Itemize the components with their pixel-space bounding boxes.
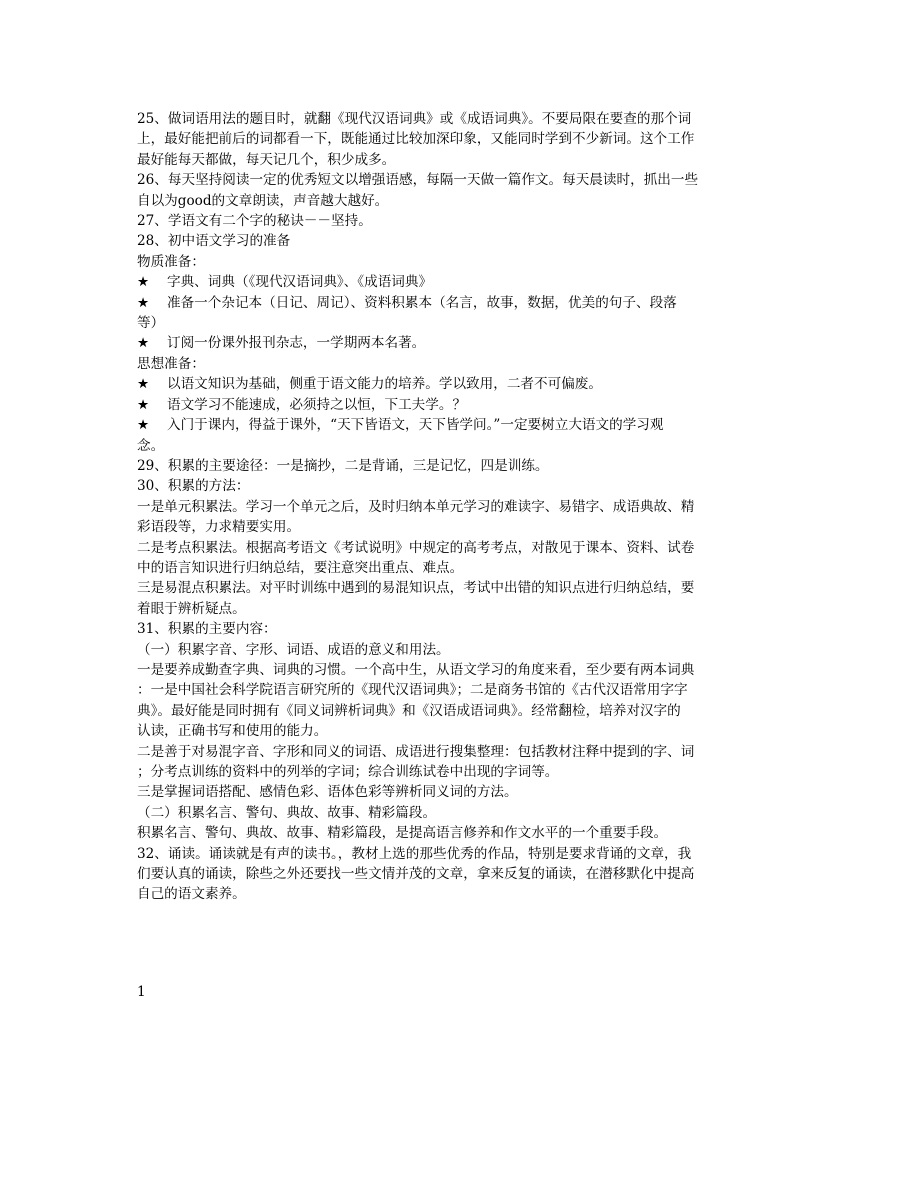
text-line: 着眼于辨析疑点。 [137, 600, 246, 617]
text-line: 25、做词语用法的题目时，就翻《现代汉语词典》或《成语词典》。不要局限在要查的那个词 [137, 111, 692, 127]
page-number: 1 [137, 984, 146, 1000]
bullet-text: 以语文知识为基础，侧重于语文能力的培养。学以致用，二者不可偏废。 [167, 376, 602, 393]
text-line: 一是要养成勤查字典、词典的习惯。一个高中生，从语文学习的角度来看，至少要有两本词典 [137, 661, 695, 678]
text-line: 认读，正确书写和使用的能力。 [137, 723, 328, 740]
document-body [137, 109, 785, 905]
bullet-line [137, 333, 785, 353]
text-line: 积累名言、警句、典故、故事、精彩篇段，是提高语言修养和作文水平的一个重要手段。 [137, 825, 668, 842]
text-line: 32、诵读。诵读就是有声的读书。，教材上选的那些优秀的作品，特别是要求背诵的文章，我 [137, 845, 692, 862]
text-line: 典》。最好能是同时拥有《同义词辨析词典》和《汉语成语词典》。经常翻检，培养对汉字的 [137, 702, 681, 719]
bullet-line [137, 415, 785, 435]
text-line: 中的语言知识进行归纳总结，要注意突出重点、难点。 [137, 559, 464, 576]
text-line: 们要认真的诵读，除些之外还要找一些文情并茂的文章，拿来反复的诵读，在潜移默化中提高 [137, 866, 695, 883]
text-line: 27、学语文有二个字的秘诀－－坚持。 [137, 213, 372, 230]
text-line: 自己的语文素养。 [137, 886, 246, 903]
star-bullet-icon: ★ [137, 376, 150, 393]
text-line: 念。 [137, 437, 165, 454]
text-line: （二）积累名言、警句、典故、故事、精彩篇段。 [137, 804, 437, 821]
text-line: 自以为good的文章朗读，声音越大越好。 [137, 192, 389, 209]
text-line: 30、积累的方法： [137, 478, 250, 495]
text-line: 二是考点积累法。根据高考语文《考试说明》中规定的高考考点，对散见于课本、资料、试卷 [137, 539, 695, 556]
bullet-line [137, 293, 785, 313]
bullet-text: 语文学习不能速成，必须持之以恒，下工夫学。？ [167, 396, 467, 413]
text-line: ：一是中国社会科学院语言研究所的《现代汉语词典》；二是商务书馆的《古代汉语常用字字 [137, 682, 688, 699]
text-line: ；分考点训练的资料中的列举的字词；综合训练试卷中出现的字词等。 [137, 764, 559, 780]
star-bullet-icon: ★ [137, 294, 150, 311]
bullet-line [137, 395, 785, 415]
bullet-line [137, 272, 785, 292]
star-bullet-icon: ★ [137, 396, 150, 413]
text-line: 最好能每天都做，每天记几个，积少成多。 [137, 151, 396, 168]
text-line: 上，最好能把前后的词都看一下，既能通过比较加深印象，又能同时学到不少新词。这个工作 [137, 131, 695, 148]
text-line: 三是易混点积累法。对平时训练中遇到的易混知识点，考试中出错的知识点进行归纳总结，要 [137, 580, 695, 597]
text-line: 物质准备： [137, 253, 205, 270]
bullet-text: 字典、词典（《现代汉语词典》、《成语词典》 [167, 274, 433, 291]
star-bullet-icon: ★ [137, 335, 150, 352]
text-line: 一是单元积累法。学习一个单元之后，及时归纳本单元学习的难读字、易错字、成语典故、精 [137, 498, 695, 515]
star-bullet-icon: ★ [137, 274, 150, 291]
text-line: 二是善于对易混字音、字形和同义的词语、成语进行搜集整理：包括教材注释中提到的字、词 [137, 743, 695, 760]
text-line: 思想准备： [137, 355, 205, 372]
text-line: 31、积累的主要内容： [137, 621, 277, 638]
text-line: （一）积累字音、字形、词语、成语的意义和用法。 [137, 641, 450, 658]
text-line: 等） [137, 315, 165, 332]
bullet-text: 入门于课内，得益于课外，“天下皆语文，天下皆学问。”一定要树立大语文的学习观 [167, 417, 664, 434]
text-line: 三是掌握词语搭配、感情色彩、语体色彩等辨析同义词的方法。 [137, 784, 518, 801]
text-line: 28、初中语文学习的准备 [137, 233, 291, 250]
text-line: 26、每天坚持阅读一定的优秀短文以增强语感，每隔一天做一篇作文。每天晨读时，抓出一些 [137, 172, 699, 189]
text-line: 29、积累的主要途径：一是摘抄，二是背诵，三是记忆，四是训练。 [137, 457, 549, 474]
bullet-text: 订阅一份课外报刊杂志，一学期两本名著。 [167, 335, 426, 352]
text-line: 彩语段等，力求精要实用。 [137, 519, 301, 536]
bullet-line [137, 374, 785, 394]
star-bullet-icon: ★ [137, 417, 150, 434]
bullet-text: 准备一个杂记本（日记、周记）、资料积累本（名言，故事，数据，优美的句子、段落 [167, 294, 677, 311]
